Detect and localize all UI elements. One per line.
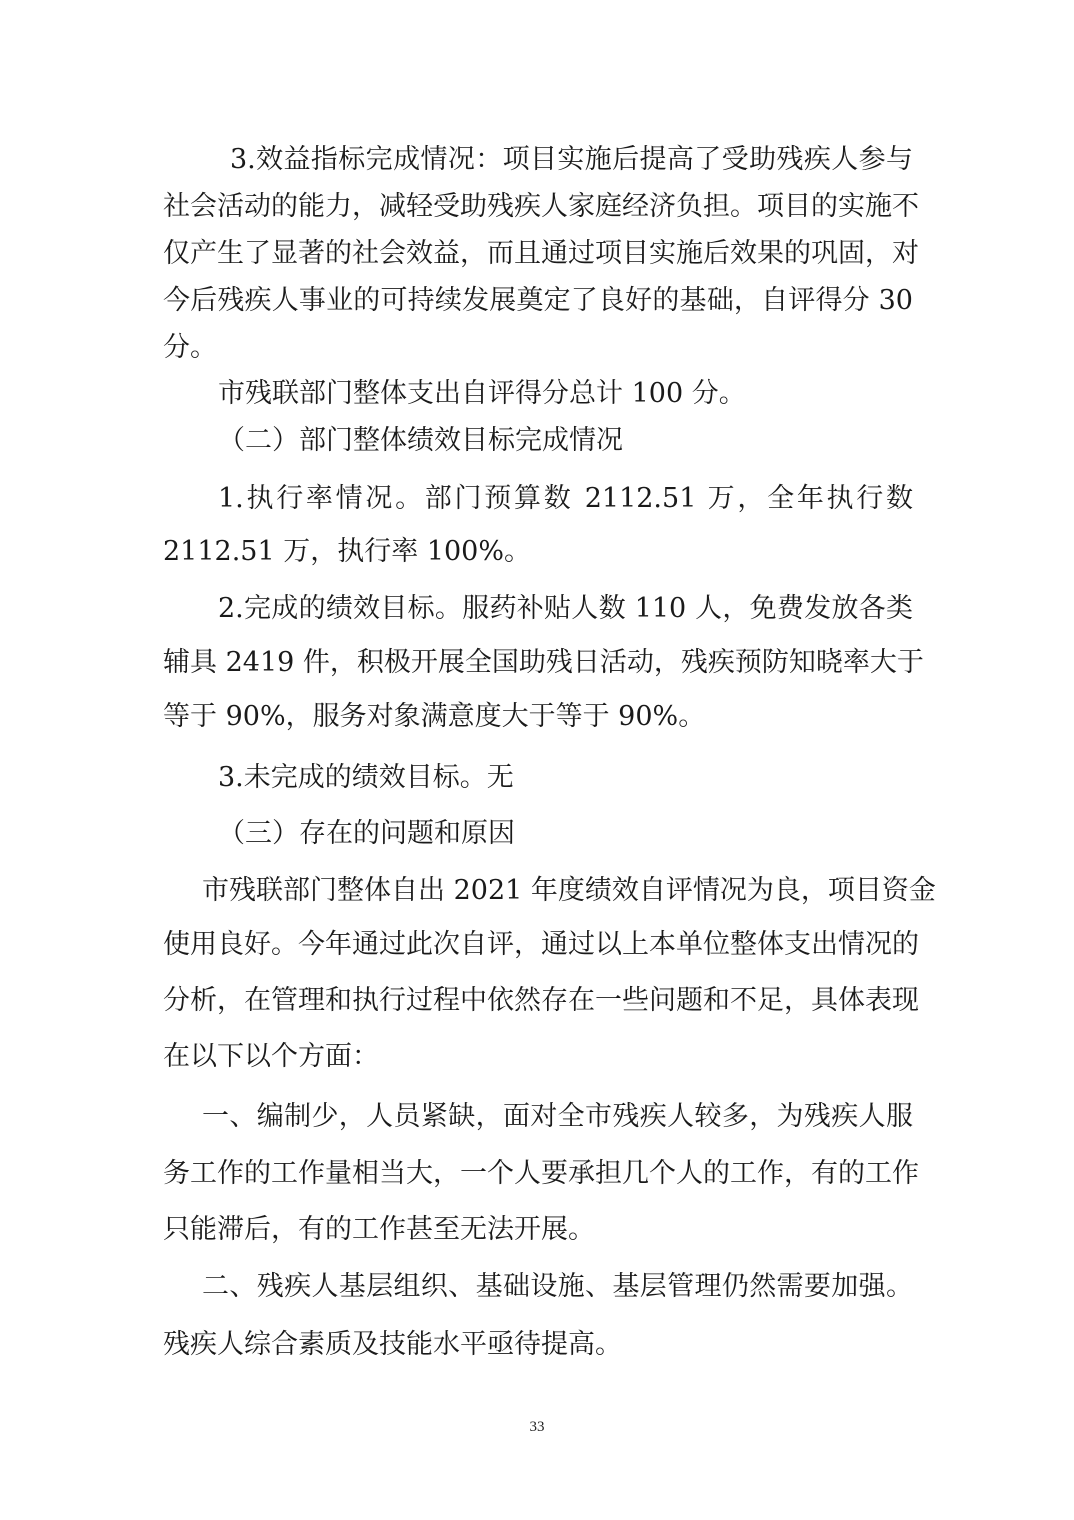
text-line: 只能滞后，有的工作甚至无法开展。 <box>163 1214 595 1245</box>
text-line: 务工作的工作量相当大，一个人要承担几个人的工作，有的工作 <box>163 1158 919 1189</box>
text-line: 二、残疾人基层组织、基础设施、基层管理仍然需要加强。 <box>202 1271 913 1302</box>
section-heading: （二）部门整体绩效目标完成情况 <box>218 425 623 456</box>
text-line: 2.完成的绩效目标。服药补贴人数 110 人，免费发放各类 <box>218 593 913 624</box>
text-line: 使用良好。今年通过此次自评，通过以上本单位整体支出情况的 <box>163 929 919 960</box>
text-line: 今后残疾人事业的可持续发展奠定了良好的基础，自评得分 30 <box>163 285 913 316</box>
text-line: 社会活动的能力，减轻受助残疾人家庭经济负担。项目的实施不 <box>163 191 919 222</box>
text-line: 一、编制少，人员紧缺，面对全市残疾人较多，为残疾人服 <box>202 1101 913 1132</box>
section-heading: （三）存在的问题和原因 <box>218 818 515 849</box>
text-line: 分析，在管理和执行过程中依然存在一些问题和不足，具体表现 <box>163 985 919 1016</box>
page-number: 33 <box>529 1419 545 1435</box>
text-line: 残疾人综合素质及技能水平亟待提高。 <box>163 1329 622 1360</box>
text-line: 1.执行率情况。部门预算数 2112.51 万，全年执行数 <box>218 483 913 514</box>
text-line: 2112.51 万，执行率 100%。 <box>163 536 532 567</box>
text-line: 3.未完成的绩效目标。无 <box>218 762 514 793</box>
text-line: 辅具 2419 件，积极开展全国助残日活动，残疾预防知晓率大于 <box>163 647 924 678</box>
text-line: 分。 <box>163 332 217 363</box>
text-line: 3.效益指标完成情况：项目实施后提高了受助残疾人参与 <box>230 144 913 175</box>
text-line: 市残联部门整体自出 2021 年度绩效自评情况为良，项目资金 <box>202 875 936 906</box>
text-line: 仅产生了显著的社会效益，而且通过项目实施后效果的巩固，对 <box>163 238 919 269</box>
text-line: 等于 90%，服务对象满意度大于等于 90%。 <box>163 701 706 732</box>
text-line: 市残联部门整体支出自评得分总计 100 分。 <box>218 378 746 409</box>
text-line: 在以下以个方面： <box>163 1041 379 1072</box>
